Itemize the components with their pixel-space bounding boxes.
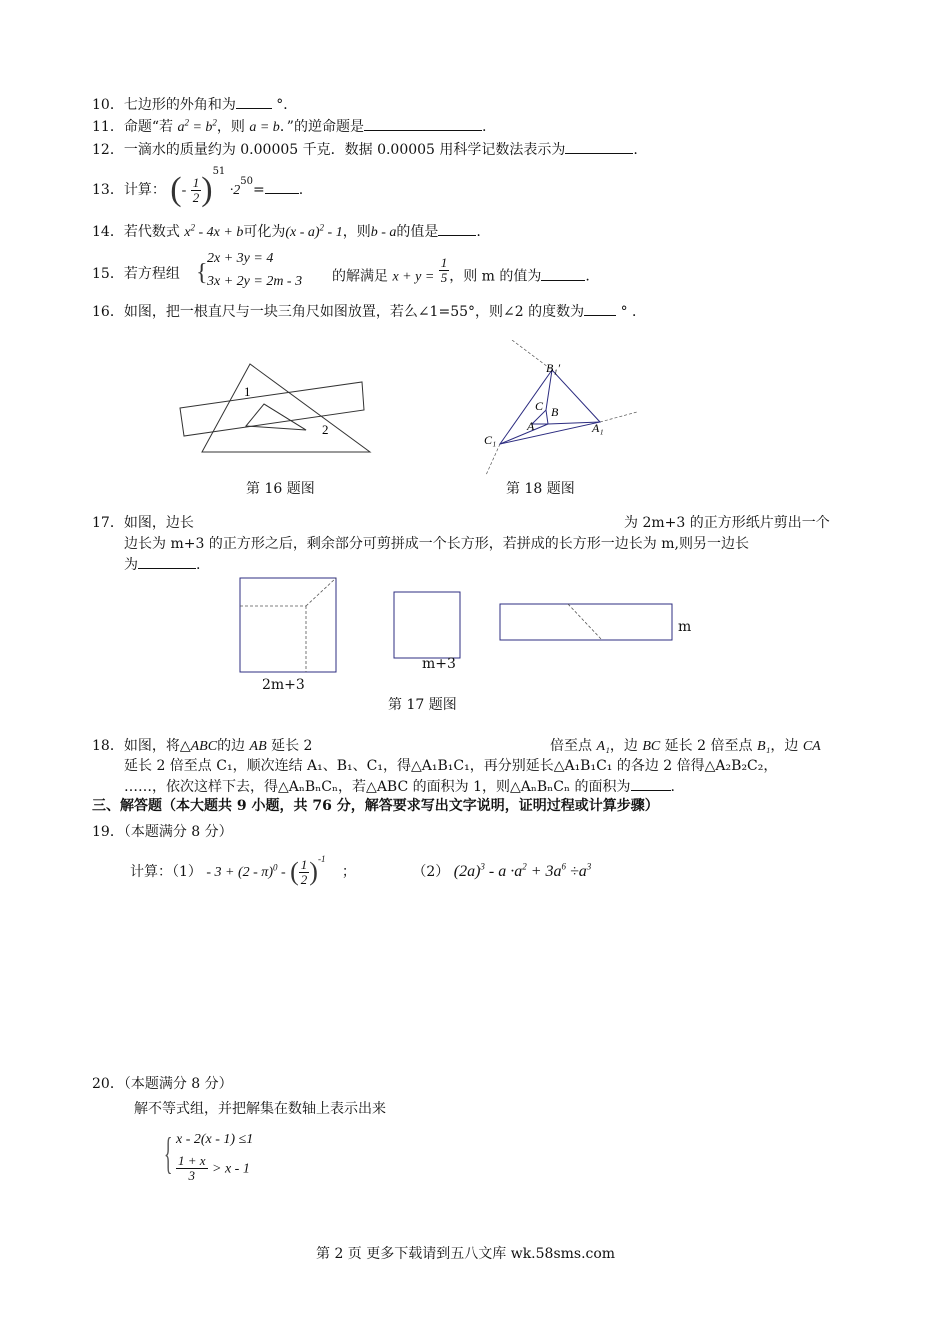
q19-part1-math: - 3 + (2 - π)$^0$ - bbox=[206, 862, 286, 880]
q16-number: 16． bbox=[92, 304, 124, 320]
q19-part2-math: $(2a)^3 - a \cdot a^2 + 3a^6 \div a^3$ bbox=[453, 861, 592, 880]
fig18-median bbox=[546, 370, 552, 410]
fig17-label-big: 2m+3 bbox=[262, 677, 305, 693]
page-footer: 第 2 页 更多下载请到五八文库 wk.58sms.com bbox=[316, 1246, 616, 1262]
q15-number: 15． bbox=[92, 266, 124, 282]
q19-part1-fraction: $\frac{1}{2}$ bbox=[300, 856, 308, 887]
q10-text: 七边形的外角和为 bbox=[123, 97, 236, 113]
fig16-large-triangle bbox=[202, 364, 370, 452]
q15-answer-blank bbox=[541, 267, 585, 281]
fig17-caption: 第 17 题图 bbox=[388, 697, 457, 713]
question-10 bbox=[92, 95, 297, 114]
figure-16 bbox=[176, 360, 376, 460]
q11-suffix: ．”的逆命题是 bbox=[279, 119, 364, 135]
q12-end: . bbox=[633, 142, 638, 158]
q19-separator: ； bbox=[341, 864, 356, 880]
q18-ca: CA bbox=[802, 739, 821, 754]
figure-18 bbox=[482, 340, 642, 480]
q17-line1a: 如图，边长 bbox=[123, 515, 194, 531]
q14-number: 14． bbox=[92, 224, 124, 240]
q19-number: 19． bbox=[92, 824, 124, 840]
q13-minus: - bbox=[181, 183, 187, 198]
q13-left-paren: ( bbox=[170, 171, 182, 208]
q15-eq2: 3x + 2y = 2m - 3 bbox=[207, 274, 303, 289]
fig17-dash-diag bbox=[306, 578, 336, 606]
section-3-heading: 三、解答题（本大题共 9 小题，共 76 分，解答要求写出文字说明，证明过程或计算步骤） bbox=[92, 798, 659, 814]
q14-mid: 可化为 bbox=[243, 224, 286, 240]
q18-end: . bbox=[670, 779, 675, 795]
q11-number: 11． bbox=[92, 119, 124, 135]
q17-number: 17． bbox=[92, 515, 124, 531]
question-19-body: 计算：（1） - 3 + (2 - π)$^0$ - ( $\frac{1}{2}$ )$^{-1}$ ； （2） $(2a)^3 - a \cdot a^2 + 3a^6 \div a^3$ bbox=[130, 854, 592, 887]
q13-exp2: 50 bbox=[240, 176, 253, 188]
q18-line3 bbox=[124, 777, 675, 796]
fig17-big-square bbox=[240, 578, 336, 672]
q18-b1: B₁ bbox=[756, 739, 771, 754]
q11-answer-blank bbox=[364, 117, 482, 131]
q14-tail: ，则 bbox=[342, 224, 371, 240]
fig18-label-a: A bbox=[527, 419, 535, 433]
q14-prefix: 若代数式 bbox=[123, 224, 180, 240]
question-15-prefix-row bbox=[92, 255, 180, 282]
q20-ineq2-fraction: $\frac{1 + x}{3}$ bbox=[178, 1153, 206, 1183]
q13-fraction: $\frac{1}{2}$ bbox=[192, 174, 200, 205]
q13-number: 13． bbox=[92, 182, 124, 198]
q18-answer-blank bbox=[631, 777, 671, 791]
question-14 bbox=[92, 222, 481, 242]
fig18-label-c: C bbox=[535, 399, 544, 413]
q18-line1b: 的边 bbox=[217, 738, 246, 754]
q18-line3-text: ……，依次这样下去，得△AₙBₙCₙ，若△ABC 的面积为 1，则△AₙBₙCₙ 的面积为 bbox=[124, 779, 631, 795]
q10-number: 10． bbox=[92, 97, 124, 113]
question-17-line1 bbox=[92, 514, 194, 532]
q15-sum: x + y = bbox=[392, 269, 435, 285]
q18-line2: 延长 2 倍至点 C₁，顺次连结 A₁、B₁、C₁，得△A₁B₁C₁，再分别延长△A₁B₁C₁ 的各边 2 倍得△A₂B₂C₂， bbox=[124, 758, 778, 774]
q20-brace: { bbox=[164, 1129, 173, 1178]
q13-right-paren: ) bbox=[201, 171, 213, 208]
question-20-header bbox=[92, 1075, 233, 1093]
q17-line2: 边长为 m+3 的正方形之后，剩余部分可剪拼成一个长方形，若拼成的长方形一边长为 m,则另一边长 bbox=[124, 536, 749, 552]
question-13 bbox=[92, 165, 303, 215]
q14-expr2: (x - a)$^2$ - 1 bbox=[285, 222, 343, 240]
q13-end: . bbox=[298, 182, 304, 198]
q20-score: （本题满分 8 分） bbox=[123, 1076, 233, 1092]
q14-expr3: b - a bbox=[370, 225, 397, 240]
fig16-label-2: 2 bbox=[322, 422, 329, 437]
q12-answer-blank bbox=[565, 140, 633, 154]
fig16-small-triangle bbox=[246, 404, 306, 430]
question-12 bbox=[92, 140, 638, 159]
fig16-label-1: 1 bbox=[244, 384, 251, 399]
q14-answer-blank bbox=[438, 222, 476, 236]
fig18-dash-right bbox=[600, 412, 637, 422]
q19-score: （本题满分 8 分） bbox=[123, 824, 233, 840]
q13-exp1: 51 bbox=[212, 166, 226, 178]
question-15-tail-row bbox=[332, 255, 590, 291]
q10-answer-blank bbox=[236, 95, 272, 109]
q11-prefix: 命题“若 bbox=[123, 119, 173, 135]
q13-equals: = bbox=[252, 182, 265, 198]
q19-label: 计算：（1） bbox=[130, 864, 202, 880]
q15-end: . bbox=[585, 268, 590, 285]
fig18-dash-bottom bbox=[486, 444, 500, 475]
fig17-label-rect: m bbox=[678, 619, 692, 635]
q16-unit: ° ． bbox=[620, 304, 647, 320]
q18-line1e: ，边 bbox=[609, 738, 638, 754]
q17-line1b: 为 2m+3 的正方形纸片剪出一个 bbox=[624, 515, 830, 531]
q17-end: . bbox=[196, 557, 201, 573]
q11-end: . bbox=[481, 119, 487, 135]
fig18-label-b: B bbox=[551, 405, 559, 419]
q16-text: 如图，把一根直尺与一块三角尺如图放置，若么∠1=55°，则∠2 的度数为 bbox=[123, 304, 585, 320]
q16-answer-blank bbox=[584, 302, 616, 316]
q18-line1c: 延长 2 bbox=[271, 738, 313, 754]
q13-times-two: ·2 bbox=[229, 183, 241, 198]
q15-prefix: 若方程组 bbox=[123, 266, 180, 282]
fig18-label-a1: A₁ bbox=[592, 421, 604, 435]
question-11 bbox=[92, 117, 486, 137]
question-19-header bbox=[92, 823, 233, 841]
q18-line1g: ，边 bbox=[770, 738, 799, 754]
fig17-label-small: m+3 bbox=[422, 656, 456, 672]
q15-brace: { bbox=[196, 260, 208, 286]
q18-line1a: 如图，将△ bbox=[123, 738, 191, 754]
q18-ab: AB bbox=[249, 739, 267, 754]
q11-mid: ，则 bbox=[216, 119, 245, 135]
q10-unit: °． bbox=[276, 97, 298, 113]
q13-label: 计算： bbox=[123, 182, 166, 198]
q20-instruction: 解不等式组，并把解集在数轴上表示出来 bbox=[134, 1101, 386, 1117]
q18-number: 18． bbox=[92, 738, 124, 754]
q18-line1f: 延长 2 倍至点 bbox=[664, 738, 753, 754]
q14-tail2: 的值是 bbox=[396, 224, 439, 240]
q19-part2-label: （2） bbox=[412, 864, 450, 880]
fig17-small-square bbox=[394, 592, 460, 658]
fig16-caption: 第 16 题图 bbox=[246, 481, 315, 497]
fig17-rect-dash bbox=[568, 604, 602, 640]
q17-line3-text: 为 bbox=[124, 557, 138, 573]
fig18-label-b1: B₁′ bbox=[546, 361, 561, 375]
fig18-label-c1: C₁ bbox=[484, 433, 497, 447]
fig16-hypotenuse bbox=[264, 404, 306, 430]
q17-line3 bbox=[124, 555, 200, 574]
q18-line1d: 倍至点 bbox=[550, 738, 592, 754]
q14-end: . bbox=[476, 224, 481, 240]
q20-ineq2-rhs: > x - 1 bbox=[212, 1161, 250, 1177]
q12-number: 12． bbox=[92, 142, 124, 158]
q12-text: 一滴水的质量约为 0.00005 千克．数据 0.00005 用科学记数法表示为 bbox=[123, 142, 566, 158]
question-18-line1 bbox=[92, 737, 312, 756]
q14-expr1: $x^2 - 4x + b$ bbox=[184, 222, 244, 240]
figure-17 bbox=[238, 576, 698, 676]
q20-ineq1: x - 2(x - 1) ≤1 bbox=[176, 1132, 254, 1147]
question-16 bbox=[92, 302, 646, 321]
q20-ineq2 bbox=[176, 1154, 250, 1183]
q15-tail: ，则 m 的值为 bbox=[449, 268, 542, 285]
q13-answer-blank bbox=[265, 180, 299, 194]
q18-a1: A₁ bbox=[596, 739, 610, 754]
fig18-caption: 第 18 题图 bbox=[506, 481, 575, 497]
q17-answer-blank bbox=[138, 555, 196, 569]
q15-mid: 的解满足 bbox=[332, 268, 388, 285]
fig17-rectangle bbox=[500, 604, 672, 640]
question-18-line1-right bbox=[550, 737, 821, 756]
q11-conclusion-math: a = b bbox=[249, 120, 280, 135]
q20-number: 20． bbox=[92, 1076, 124, 1092]
q15-eq1: 2x + 3y = 4 bbox=[207, 251, 274, 266]
q11-condition-math: $a^2 = b^2$ bbox=[177, 117, 217, 135]
q18-bc: BC bbox=[642, 739, 661, 754]
q15-fraction: $\frac{1}{5}$ bbox=[440, 255, 448, 285]
q18-abc: ABC bbox=[190, 739, 218, 754]
